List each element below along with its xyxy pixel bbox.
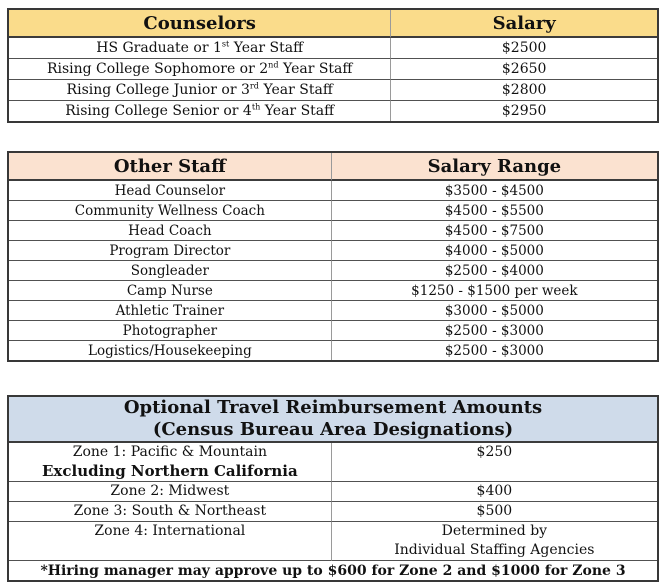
hiring-manager-footnote: *Hiring manager may approve up to $600 for Zone 2 and $1000 for Zone 3 [40, 562, 626, 579]
ordinal-suffix: st [221, 37, 230, 48]
counselor-label [9, 38, 391, 59]
counselor-salary: $2950 [501, 102, 547, 119]
zone-name: Zone 1: Pacific & Mountain [72, 444, 267, 460]
counselors-header-cell: Counselors [9, 10, 391, 38]
table-row [9, 281, 657, 301]
staff-role: Logistics/Housekeeping [9, 341, 332, 360]
salary-tables-page [0, 8, 666, 579]
other-staff-header-cell: Other Staff [9, 153, 332, 181]
zone-label: Zone 3: South & Northeast [9, 502, 332, 522]
table-row [9, 261, 657, 281]
table-row [9, 201, 657, 221]
label-text: Year Staff [278, 60, 353, 77]
table-row [9, 59, 657, 80]
zone-note: Excluding Northern California [42, 462, 298, 480]
table-row [9, 321, 657, 341]
counselor-label [9, 101, 391, 121]
counselor-label [9, 80, 391, 101]
zone-amount: $250 [332, 443, 657, 482]
staff-salary-range: $2500 - $4000 [332, 261, 657, 281]
counselors-header-row [9, 10, 657, 38]
staff-salary-range: $4000 - $5000 [332, 241, 657, 261]
table-row [9, 80, 657, 101]
staff-role: Head Counselor [9, 181, 332, 201]
staff-role: Photographer [9, 321, 332, 341]
staff-salary-range: $4500 - $5500 [332, 201, 657, 221]
table-row [9, 502, 657, 522]
ordinal-suffix: nd [268, 58, 279, 69]
table-row [9, 443, 657, 482]
label-text: Year Staff [259, 81, 333, 98]
table-row [9, 38, 657, 59]
ordinal-suffix: th [251, 100, 261, 111]
counselor-salary: $2500 [391, 38, 657, 59]
table-row [9, 482, 657, 502]
label-text: Rising College Sophomore or 2 [46, 60, 269, 77]
staff-role: Camp Nurse [9, 281, 332, 301]
travel-reimbursement-table [7, 395, 659, 582]
counselor-label [9, 59, 391, 80]
zone-label [9, 443, 332, 482]
staff-role: Head Coach [9, 221, 332, 241]
other-staff-table [7, 151, 659, 362]
salary-range-header-cell: Salary Range [332, 153, 657, 181]
table-row [9, 522, 657, 561]
zone-label: Zone 2: Midwest [9, 482, 332, 502]
zone-amount: $400 [332, 482, 657, 502]
table-row [9, 341, 657, 360]
label-text: Year Staff [229, 39, 304, 56]
staff-salary-range: $3000 - $5000 [332, 301, 657, 321]
other-staff-header-row [9, 153, 657, 181]
travel-title-line2: (Census Bureau Area Designations) [152, 419, 514, 440]
table-row [9, 101, 657, 121]
staff-salary-range: $1250 - $1500 per week [332, 281, 657, 301]
staff-role: Athletic Trainer [9, 301, 332, 321]
staff-role: Community Wellness Coach [9, 201, 332, 221]
travel-header-row [9, 397, 657, 443]
travel-header-cell [9, 397, 657, 443]
staff-salary-range: $3500 - $4500 [332, 181, 657, 201]
amount-line2: Individual Staffing Agencies [394, 542, 595, 558]
table-row [9, 221, 657, 241]
staff-role: Songleader [9, 261, 332, 281]
zone-amount [332, 522, 657, 561]
label-text: Year Staff [260, 102, 335, 119]
counselors-table [7, 8, 659, 123]
staff-salary-range: $4500 - $7500 [332, 221, 657, 241]
label-text: Rising College Junior or 3 [66, 81, 250, 98]
footnote-row [9, 561, 657, 580]
counselor-salary: $2800 [391, 80, 657, 101]
table-row [9, 181, 657, 201]
staff-salary-range: $2500 - $3000 [332, 321, 657, 341]
ordinal-suffix: rd [249, 79, 259, 90]
label-text: HS Graduate or 1 [96, 39, 222, 56]
label-text: Rising College Senior or 4 [65, 102, 252, 119]
zone-amount: $500 [332, 502, 657, 522]
salary-header-cell: Salary [391, 10, 657, 38]
travel-title-line1: Optional Travel Reimbursement Amounts [123, 397, 543, 418]
zone-label: Zone 4: International [9, 522, 332, 561]
counselor-salary: $2650 [391, 59, 657, 80]
amount-line1: Determined by [441, 523, 548, 539]
table-row [9, 241, 657, 261]
staff-role: Program Director [9, 241, 332, 261]
table-row [9, 301, 657, 321]
staff-salary-range: $2500 - $3000 [444, 342, 544, 359]
